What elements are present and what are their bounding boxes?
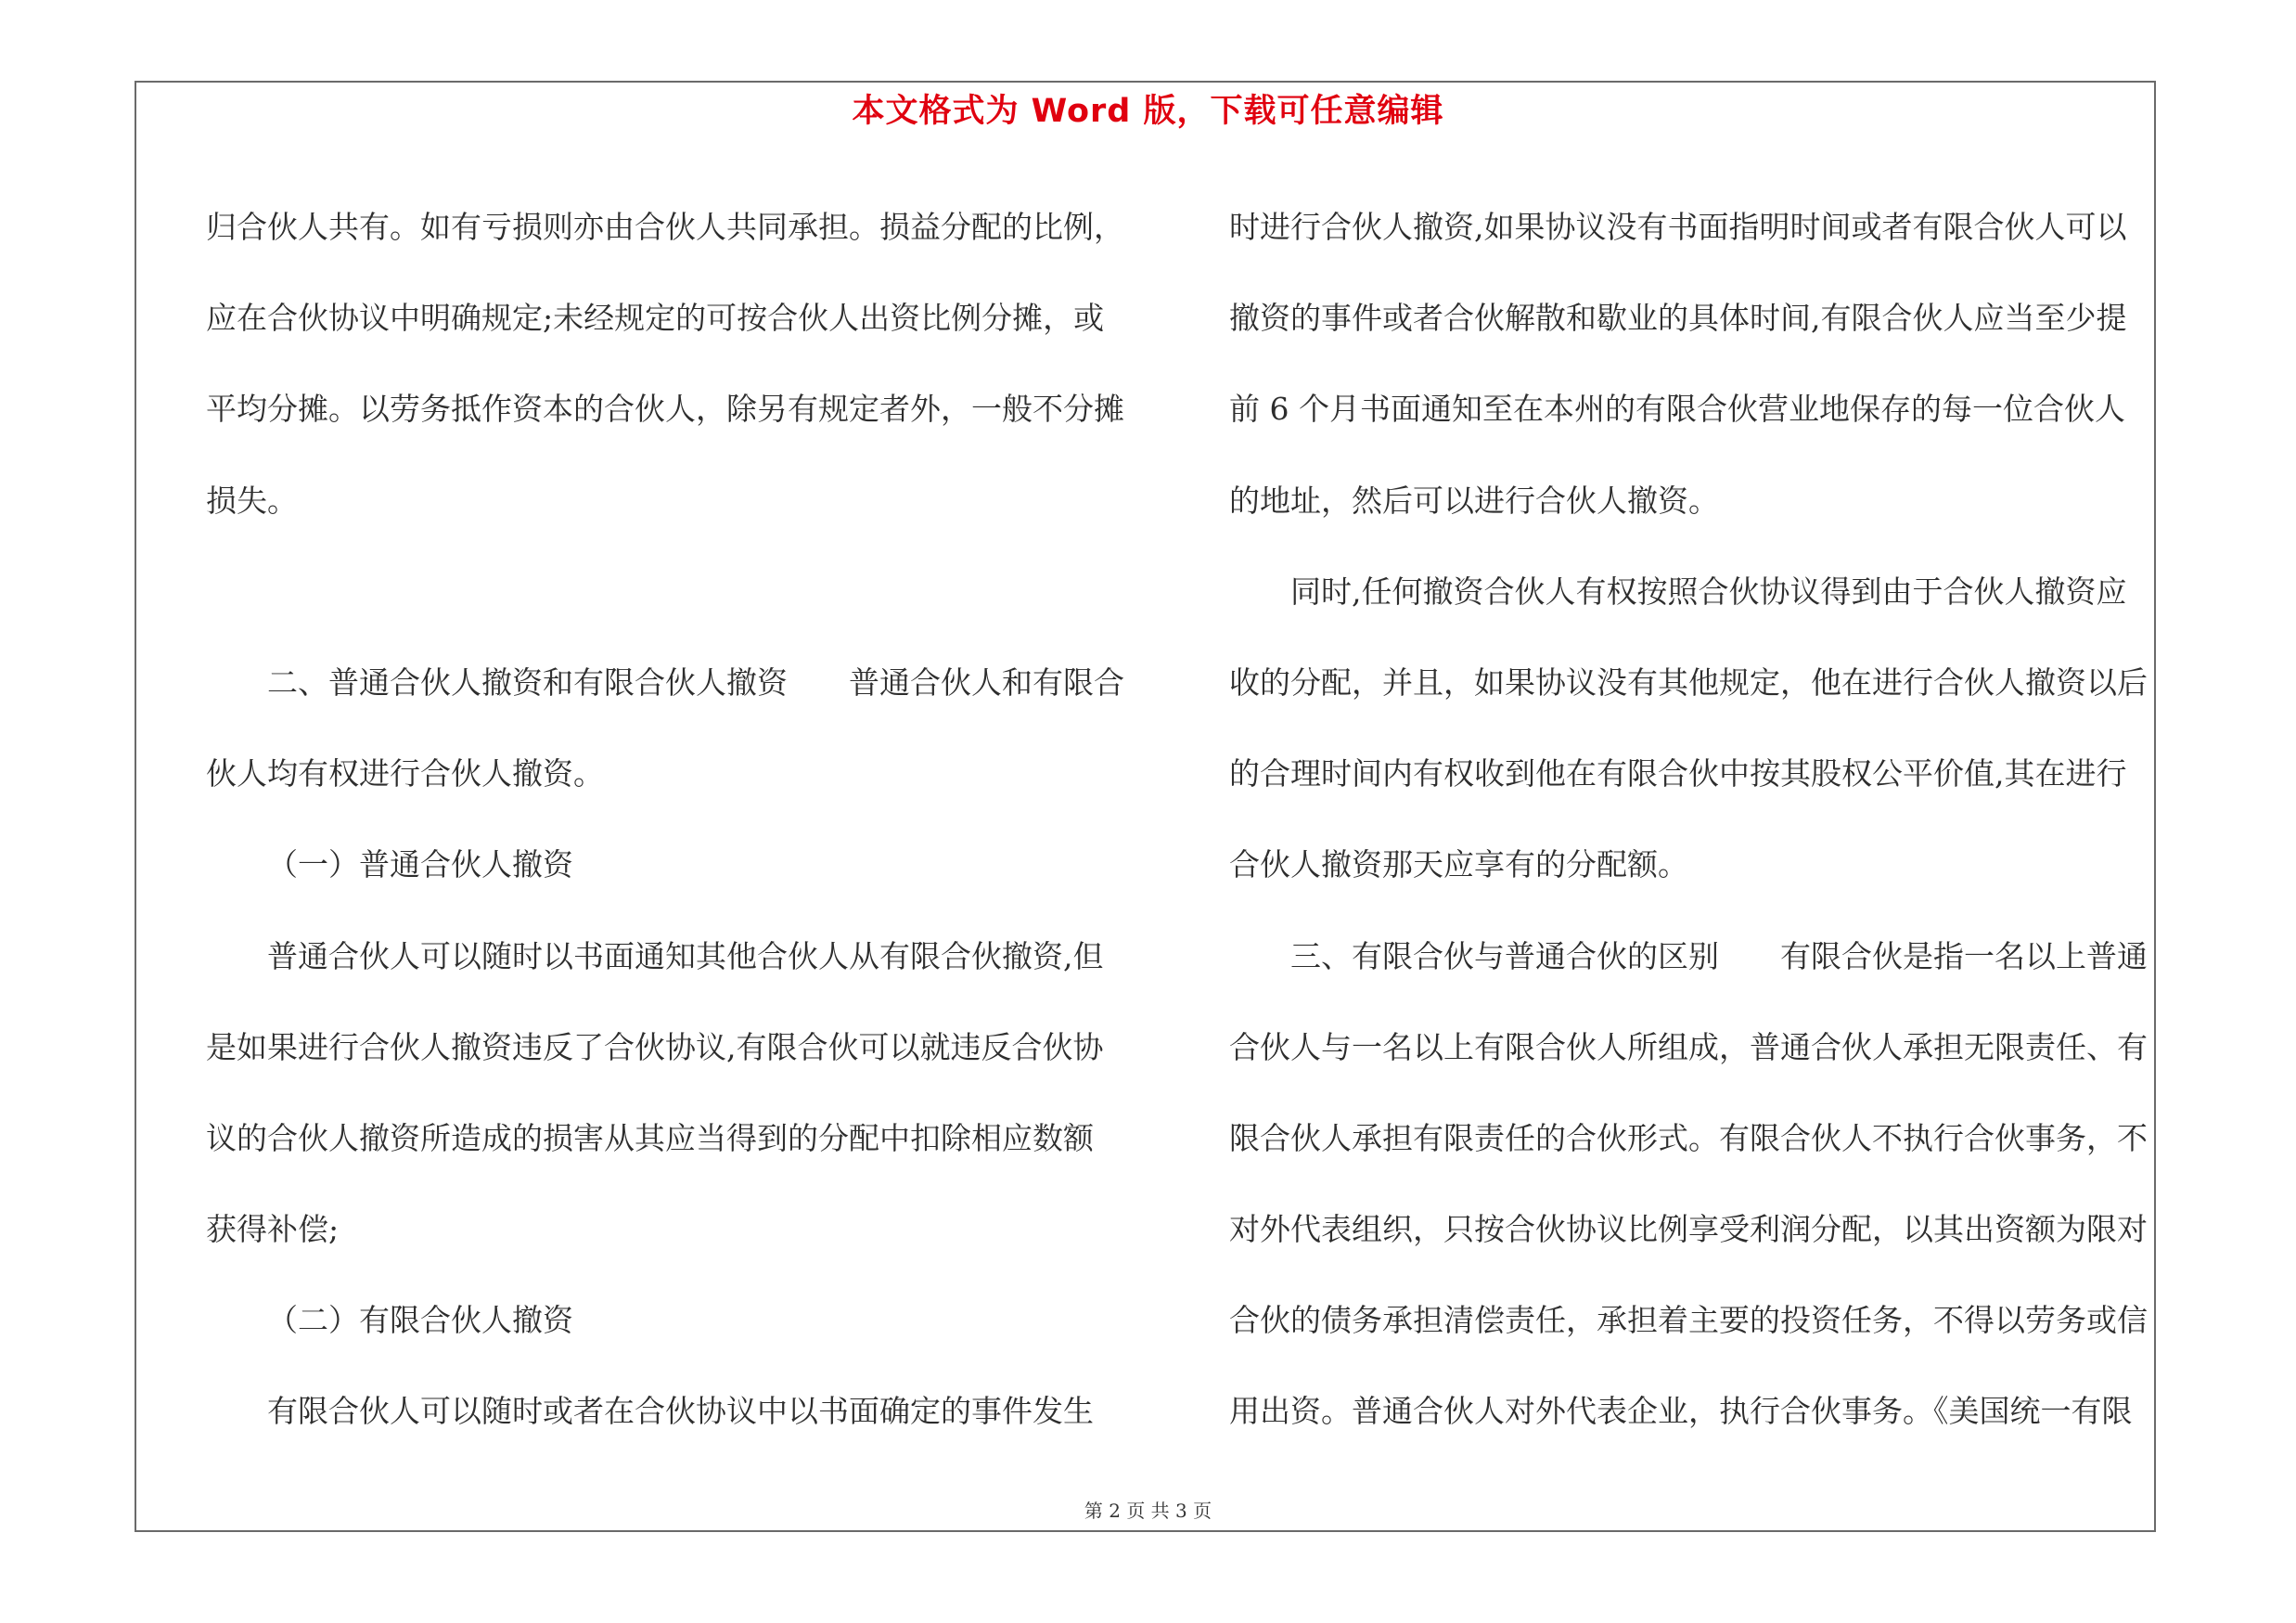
text-line: 同时,任何撤资合伙人有权按照合伙协议得到由于合伙人撤资应 <box>1290 573 2127 610</box>
section-heading-line: 二、普通合伙人撤资和有限合伙人撤资 普通合伙人和有限合 <box>267 663 1124 701</box>
paragraph-gap <box>206 547 1134 638</box>
text-line: 普通合伙人可以随时以书面通知其他合伙人从有限合伙撤资,但 <box>267 937 1104 974</box>
subsection-heading: （一）普通合伙人撤资 <box>267 846 573 883</box>
section-heading-line: 三、有限合伙与普通合伙的区别 有限合伙是指一名以上普通 <box>1290 937 2148 974</box>
text-line: 合伙人撤资那天应享有的分配额。 <box>1229 846 1688 883</box>
text-line: 获得补偿; <box>206 1211 340 1248</box>
subsection-heading: （二）有限合伙人撤资 <box>267 1302 573 1339</box>
text-line: 时进行合伙人撤资,如果协议没有书面指明时间或者有限合伙人可以 <box>1229 209 2127 245</box>
text-line: 前 6 个月书面通知至在本州的有限合伙营业地保存的每一位合伙人 <box>1229 391 2125 428</box>
text-line: 的地址，然后可以进行合伙人撤资。 <box>1229 482 1719 519</box>
text-line: 伙人均有权进行合伙人撤资。 <box>206 755 604 792</box>
text-line: 撤资的事件或者合伙解散和歇业的具体时间,有限合伙人应当至少提 <box>1229 300 2127 337</box>
format-banner: 本文格式为 Word 版，下载可任意编辑 <box>852 93 1444 130</box>
text-line: 合伙的债务承担清偿责任，承担着主要的投资任务，不得以劳务或信 <box>1229 1302 2148 1339</box>
text-line: 议的合伙人撤资所造成的损害从其应当得到的分配中扣除相应数额 <box>206 1119 1094 1156</box>
left-text-column <box>206 182 1134 1458</box>
text-line: 限合伙人承担有限责任的合伙形式。有限合伙人不执行合伙事务，不 <box>1229 1119 2148 1156</box>
text-line: 用出资。普通合伙人对外代表企业，执行合伙事务。《美国统一有限 <box>1229 1393 2133 1430</box>
text-line: 损失。 <box>206 482 298 519</box>
text-line: 是如果进行合伙人撤资违反了合伙协议,有限合伙可以就违反合伙协 <box>206 1028 1104 1065</box>
text-line: 平均分摊。以劳务抵作资本的合伙人，除另有规定者外，一般不分摊 <box>206 391 1124 428</box>
text-line: 对外代表组织，只按合伙协议比例享受利润分配，以其出资额为限对 <box>1229 1211 2148 1248</box>
text-line: 归合伙人共有。如有亏损则亦由合伙人共同承担。损益分配的比例， <box>206 209 1124 245</box>
page-number: 第 2 页 共 3 页 <box>1084 1500 1212 1522</box>
text-line: 收的分配，并且，如果协议没有其他规定，他在进行合伙人撤资以后 <box>1229 663 2148 701</box>
text-line: 合伙人与一名以上有限合伙人所组成，普通合伙人承担无限责任、有 <box>1229 1028 2148 1065</box>
text-line: 有限合伙人可以随时或者在合伙协议中以书面确定的事件发生 <box>267 1393 1094 1430</box>
text-line: 的合理时间内有权收到他在有限合伙中按其股权公平价值,其在进行 <box>1229 755 2127 792</box>
text-line: 应在合伙协议中明确规定;未经规定的可按合伙人出资比例分摊，或 <box>206 300 1105 337</box>
right-text-column <box>1229 182 2148 1458</box>
